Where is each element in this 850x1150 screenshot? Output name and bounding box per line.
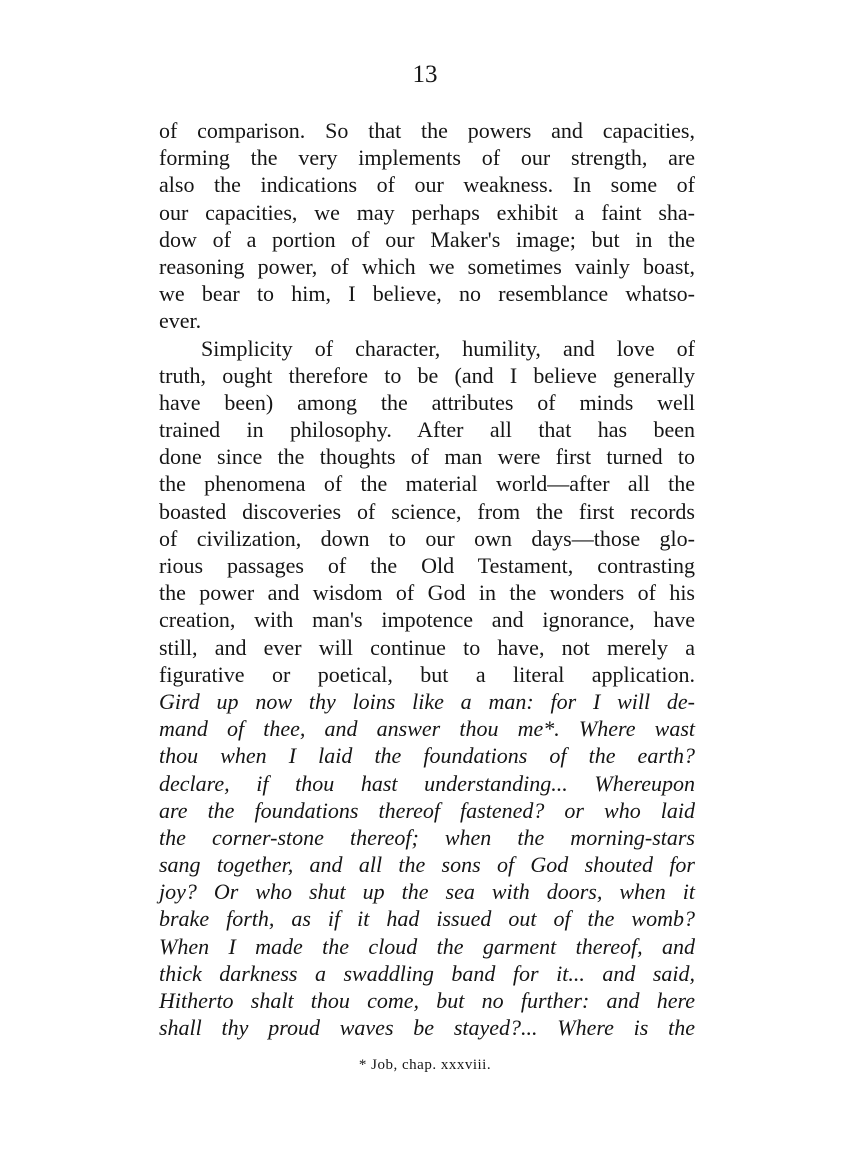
quotation-line: are the foundations thereof fastened? or who laid bbox=[159, 797, 695, 823]
quotation-line: joy? Or who shut up the sea with doors, when it bbox=[159, 879, 695, 905]
text-line: we bear to him, I believe, no resemblance whatso- bbox=[159, 281, 695, 307]
text-line: truth, ought therefore to be (and I believe generally bbox=[159, 362, 695, 388]
quotation-line: Hitherto shalt thou come, but no further: and here bbox=[159, 988, 695, 1013]
quotation-line: sang together, and all the sons of God shouted for bbox=[159, 852, 695, 878]
text-line: ever. bbox=[159, 308, 202, 334]
page-number: 13 bbox=[412, 61, 438, 88]
quotation-line: declare, if thou hast understanding... Whereupon bbox=[159, 770, 695, 796]
text-line: still, and ever will continue to have, not merely a bbox=[159, 634, 695, 660]
text-line: Simplicity of character, humility, and love of bbox=[201, 335, 695, 361]
body-text bbox=[159, 117, 695, 1041]
text-line: reasoning power, of which we sometimes vainly boast, bbox=[159, 253, 695, 279]
text-line: of civilization, down to our own days—those glo- bbox=[159, 525, 695, 551]
text-line: have been) among the attributes of minds well bbox=[159, 389, 695, 415]
text-line: of comparison. So that the powers and capacities, bbox=[159, 118, 695, 143]
paragraph-2 bbox=[159, 335, 695, 688]
quotation-line: mand of thee, and answer thou me*. Where wast bbox=[159, 716, 695, 742]
quotation-line: When I made the cloud the garment thereof, and bbox=[159, 933, 695, 959]
quotation-line: Gird up now thy loins like a man: for I will de- bbox=[159, 688, 695, 714]
text-line: trained in philosophy. After all that has been bbox=[159, 417, 695, 443]
text-line: forming the very implements of our strength, are bbox=[159, 145, 695, 171]
text-line: dow of a portion of our Maker's image; but in the bbox=[159, 226, 695, 252]
scripture-quotation bbox=[159, 688, 695, 1041]
text-line: the phenomena of the material world—after all the bbox=[159, 471, 695, 497]
text-line: boasted discoveries of science, from the first records bbox=[159, 498, 695, 524]
quotation-line: brake forth, as if it had issued out of the womb? bbox=[159, 906, 695, 932]
text-line: the power and wisdom of God in the wonders of his bbox=[159, 580, 695, 606]
quotation-line: thou when I laid the foundations of the earth? bbox=[159, 743, 695, 769]
text-line: our capacities, we may perhaps exhibit a faint sha- bbox=[159, 199, 695, 225]
footnote: * Job, chap. xxxviii. bbox=[358, 1057, 492, 1073]
text-line: rious passages of the Old Testament, contrasting bbox=[159, 553, 695, 578]
text-line: done since the thoughts of man were first turned to bbox=[159, 444, 695, 470]
text-line: figurative or poetical, but a literal application. bbox=[159, 661, 695, 687]
quotation-line: shall thy proud waves be stayed?... Where is the bbox=[159, 1015, 695, 1041]
paragraph-1 bbox=[159, 117, 695, 335]
quotation-line: thick darkness a swaddling band for it... and said, bbox=[159, 960, 695, 986]
text-line: creation, with man's impotence and ignorance, have bbox=[159, 607, 695, 633]
quotation-line: the corner-stone thereof; when the morning-stars bbox=[159, 824, 695, 850]
text-line: also the indications of our weakness. In some of bbox=[159, 172, 695, 198]
